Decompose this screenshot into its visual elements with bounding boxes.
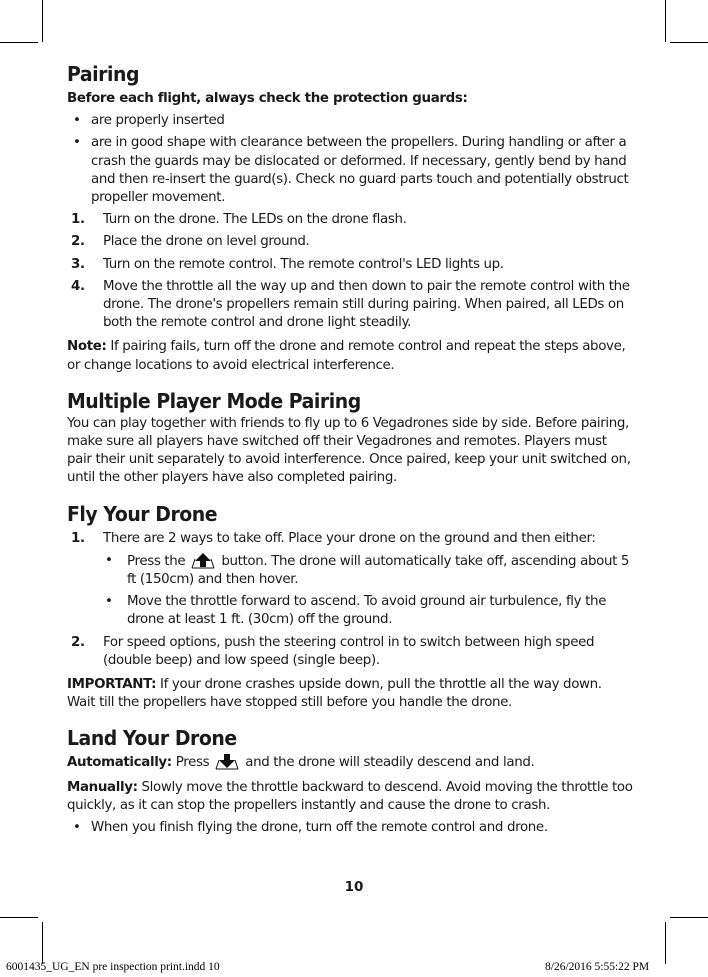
crop-mark — [0, 42, 38, 43]
crop-mark — [42, 0, 43, 42]
multiplayer-section — [67, 389, 633, 488]
list-item: 2. For speed options, push the steering control in to switch between high speed (double beep) and low speed (single beep). — [71, 634, 595, 668]
list-item: 3. Turn on the remote control. The remote control's LED lights up. — [71, 256, 504, 272]
land-arrow-icon — [215, 753, 239, 770]
crop-mark — [670, 917, 708, 918]
crop-mark — [665, 922, 666, 964]
land-section — [67, 726, 633, 837]
list-item: • Move the throttle forward to ascend. To avoid ground air turbulence, fly the drone at least 1 ft. (30cm) off the ground. — [105, 594, 607, 628]
list-item: • When you finish flying the drone, turn off the remote control and drone. — [73, 820, 548, 836]
crop-mark — [0, 917, 38, 918]
multiplayer-heading: Multiple Player Mode Pairing — [67, 388, 361, 413]
takeoff-arrow-icon — [191, 552, 215, 569]
page-number: 10 — [344, 879, 364, 895]
list-item: 1. Turn on the drone. The LEDs on the drone flash. — [71, 212, 407, 228]
list-item: 2. Place the drone on level ground. — [71, 234, 310, 250]
crop-mark — [665, 0, 666, 42]
land-auto: Automatically: Press and the drone will steadily descend and land. — [67, 755, 535, 771]
pairing-lead: Before each flight, always check the protection guards: — [67, 91, 468, 106]
crop-mark — [42, 922, 43, 964]
list-item: • Press the button. The drone will automatically take off, ascending about 5 ft (150cm) and then hover. — [105, 552, 630, 588]
fly-heading: Fly Your Drone — [67, 501, 218, 526]
pairing-note: Note: If pairing fails, turn off the drone and remote control and repeat the steps above, or change locations to avoid electrical interference. — [67, 339, 626, 373]
fly-steps — [67, 530, 633, 670]
list-item: 1. There are 2 ways to take off. Place your drone on the ground and then either: • Press the button. The drone will automatically take off, ascending about 5 ft (150cm) and then hover. • Move the throttle forward to ascend. To avoid ground air turbulence, fly the drone at least 1 ft. (30cm) off the ground. — [67, 530, 633, 630]
print-slug-left: 6001435_UG_EN pre inspection print.indd 10 — [6, 961, 220, 973]
land-final-list — [67, 819, 633, 837]
pairing-section — [67, 62, 633, 375]
crop-mark — [670, 42, 708, 43]
takeoff-options — [103, 552, 633, 630]
list-item: • are in good shape with clearance between the propellers. During handling or after a crash the guards may be dislocated or deformed. If necessary, gently bend by hand and then re-insert the guard(s). Check no guard parts touch and potentially obstruct propeller movement. — [73, 135, 629, 206]
fly-section — [67, 502, 633, 713]
multiplayer-body: You can play together with friends to fly up to 6 Vegadrones side by side. Before pairing, make sure all players have switched off their Vegadrones and remotes. Players must pair their unit separately to avoid interference. Once paired, keep your unit switched on, until the other players have also completed pairing. — [67, 415, 631, 486]
print-slug-right: 8/26/2016 5:55:22 PM — [545, 961, 650, 973]
guard-check-list — [67, 112, 633, 207]
pairing-steps — [67, 211, 633, 332]
important-note: IMPORTANT: If your drone crashes upside down, pull the throttle all the way down. Wait till the propellers have stopped still before you handle the drone. — [67, 677, 602, 711]
land-manual: Manually: Slowly move the throttle backward to descend. Avoid moving the throttle too quickly, as it can stop the propellers instantly and cause the drone to crash. — [67, 779, 633, 813]
page-content — [67, 62, 633, 837]
pairing-heading: Pairing — [67, 62, 139, 86]
list-item: 4. Move the throttle all the way up and then down to pair the remote control with the drone. The drone's propellers remain still during pairing. When paired, all LEDs on both the remote control and drone light steadily. — [71, 278, 630, 331]
land-heading: Land Your Drone — [67, 726, 237, 751]
list-item: • are properly inserted — [73, 113, 225, 129]
